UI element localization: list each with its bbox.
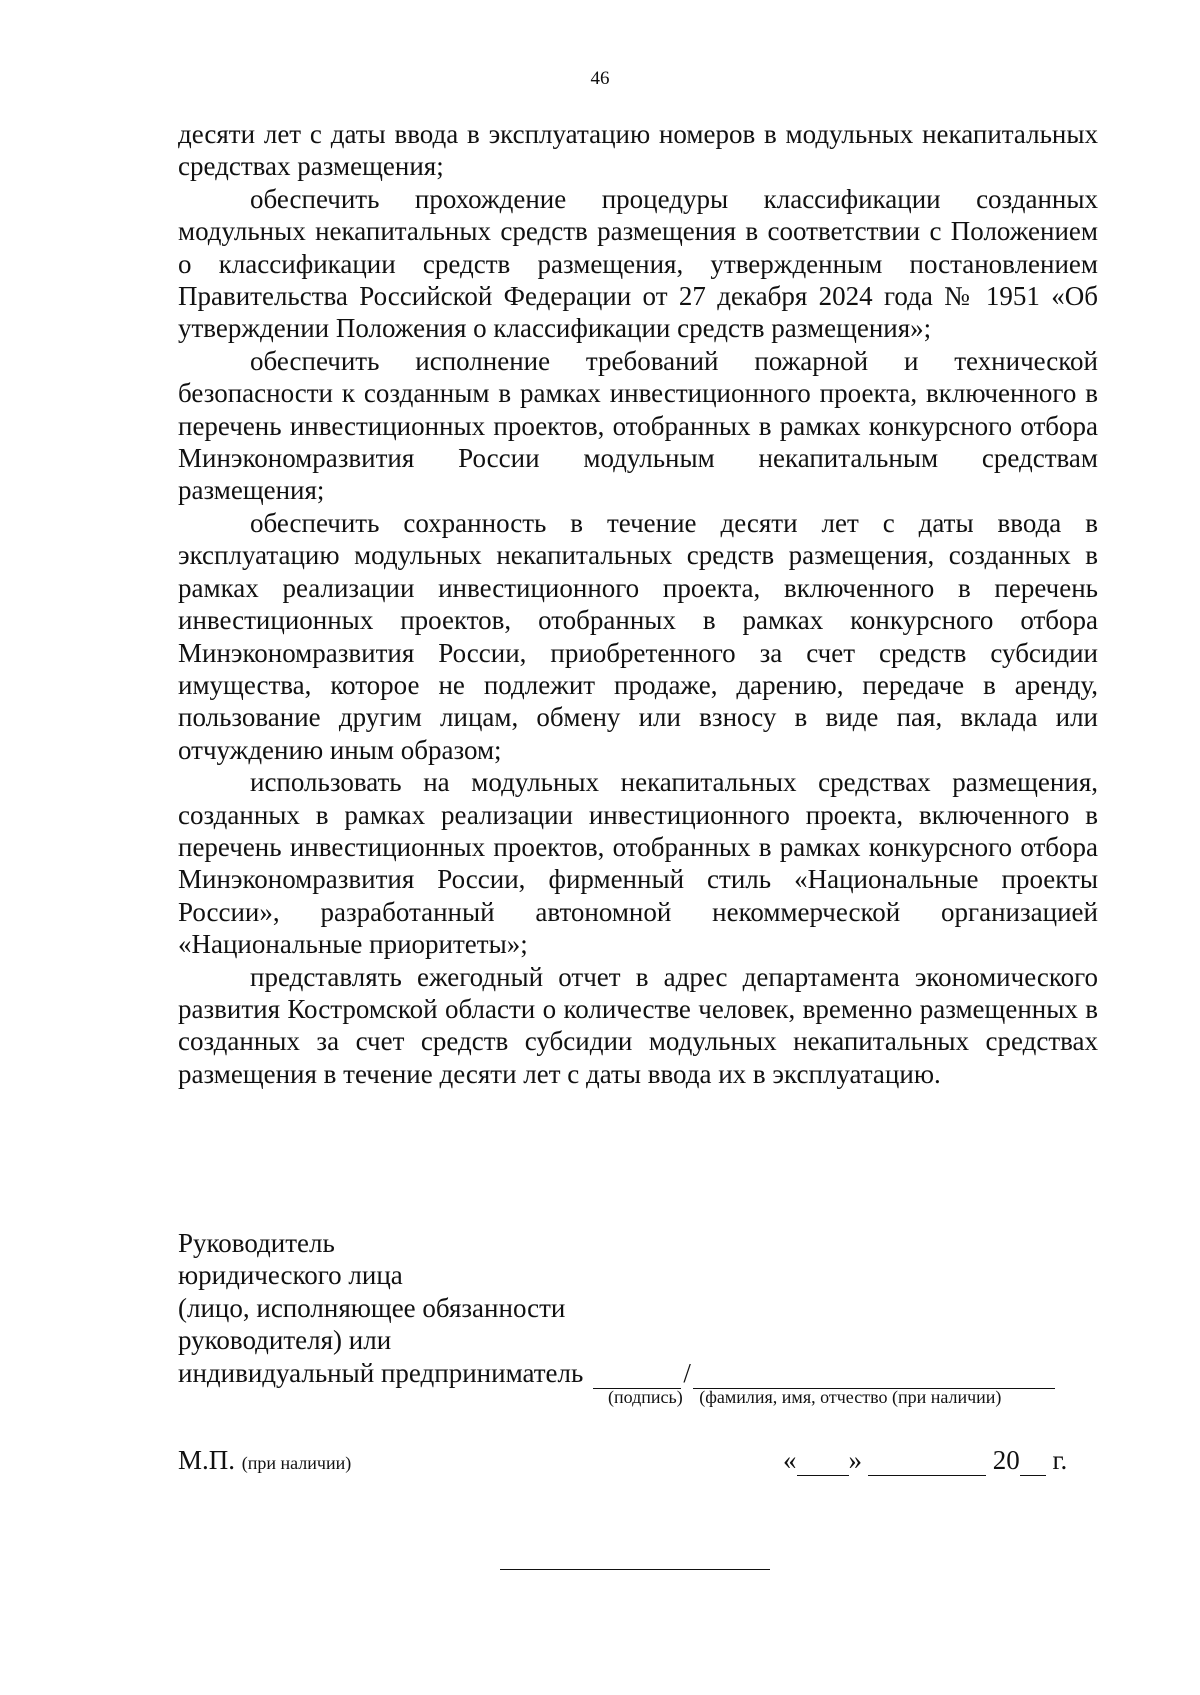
- paragraph: обеспечить сохранность в течение десяти лет с даты ввода в эксплуатацию модульных некапитальных средств размещения, созданных в рамках реализации инвестиционного проекта, включенного в перечень инвестиционных проектов, отобранных в рамках конкурсного отбора Минэкономразвития России, приобретенного за счет средств субсидии имущества, которое не подлежит продаже, дарению, передаче в аренду, пользование другим лицам, обмену или взносу в виде пая, вклада или отчуждению иным образом;: [178, 507, 1098, 765]
- paragraph: обеспечить прохождение процедуры классификации созданных модульных некапитальных средств размещения в соответствии с Положением о классификации средств размещения, утвержденным постановлением Правительства Российской Федерации от 27 декабря 2024 года № 1951 «Об утверждении Положения о классификации средств размещения»;: [178, 183, 1098, 344]
- paragraph: десяти лет с даты ввода в эксплуатацию номеров в модульных некапитальных средствах размещения;: [178, 119, 1098, 182]
- date-field: [783, 1445, 1067, 1476]
- year-blank[interactable]: [1020, 1451, 1046, 1476]
- signature-blank[interactable]: [593, 1366, 681, 1389]
- end-divider: [500, 1569, 770, 1570]
- signature-caption: (подпись): [608, 1387, 683, 1407]
- signature-slash: /: [683, 1357, 691, 1388]
- signature-block: [178, 1227, 1098, 1389]
- paragraph: представлять ежегодный отчет в адрес департамента экономического развития Костромской области о количестве человек, временно размещенных в созданных за счет средств субсидии модульных некапитальных средствах размещения в течение десяти лет с даты ввода их в эксплуатацию.: [178, 961, 1098, 1089]
- paragraph: обеспечить исполнение требований пожарной и технической безопасности к созданным в рамках инвестиционного проекта, включенного в перечень инвестиционных проектов, отобранных в рамках конкурсного отбора Минэкономразвития России модульным некапитальным средствам размещения;: [178, 345, 1098, 506]
- document-body: [178, 118, 1098, 1090]
- signature-label-line: Руководитель: [178, 1228, 335, 1258]
- year-suffix: г.: [1052, 1445, 1068, 1475]
- day-blank[interactable]: [797, 1451, 849, 1476]
- signature-row: [178, 1357, 1098, 1389]
- month-blank[interactable]: [868, 1451, 986, 1476]
- stamp-place: [178, 1445, 351, 1476]
- signature-label-line: индивидуальный предприниматель: [178, 1357, 584, 1388]
- full-name-caption: (фамилия, имя, отчество (при наличии): [699, 1387, 1002, 1407]
- date-open-quote: «: [783, 1445, 797, 1475]
- stamp-label: М.П.: [178, 1445, 236, 1475]
- page-number: 46: [590, 68, 610, 89]
- full-name-blank[interactable]: [693, 1366, 1055, 1389]
- paragraph: использовать на модульных некапитальных средствах размещения, созданных в рамках реализации инвестиционного проекта, включенного в перечень инвестиционных проектов, отобранных в рамках конкурсного отбора Минэкономразвития России, фирменный стиль «Национальные проекты России», разработанный автономной некоммерческой организацией «Национальные приоритеты»;: [178, 767, 1098, 960]
- signature-captions: [608, 1387, 1001, 1408]
- stamp-note: (при наличии): [241, 1453, 352, 1473]
- signature-label-line: юридического лица: [178, 1260, 403, 1291]
- signature-label-line: руководителя) или: [178, 1325, 392, 1356]
- date-close-quote: »: [848, 1445, 862, 1475]
- year-prefix: 20: [992, 1445, 1020, 1475]
- signature-label-line: (лицо, исполняющее обязанности: [178, 1292, 566, 1323]
